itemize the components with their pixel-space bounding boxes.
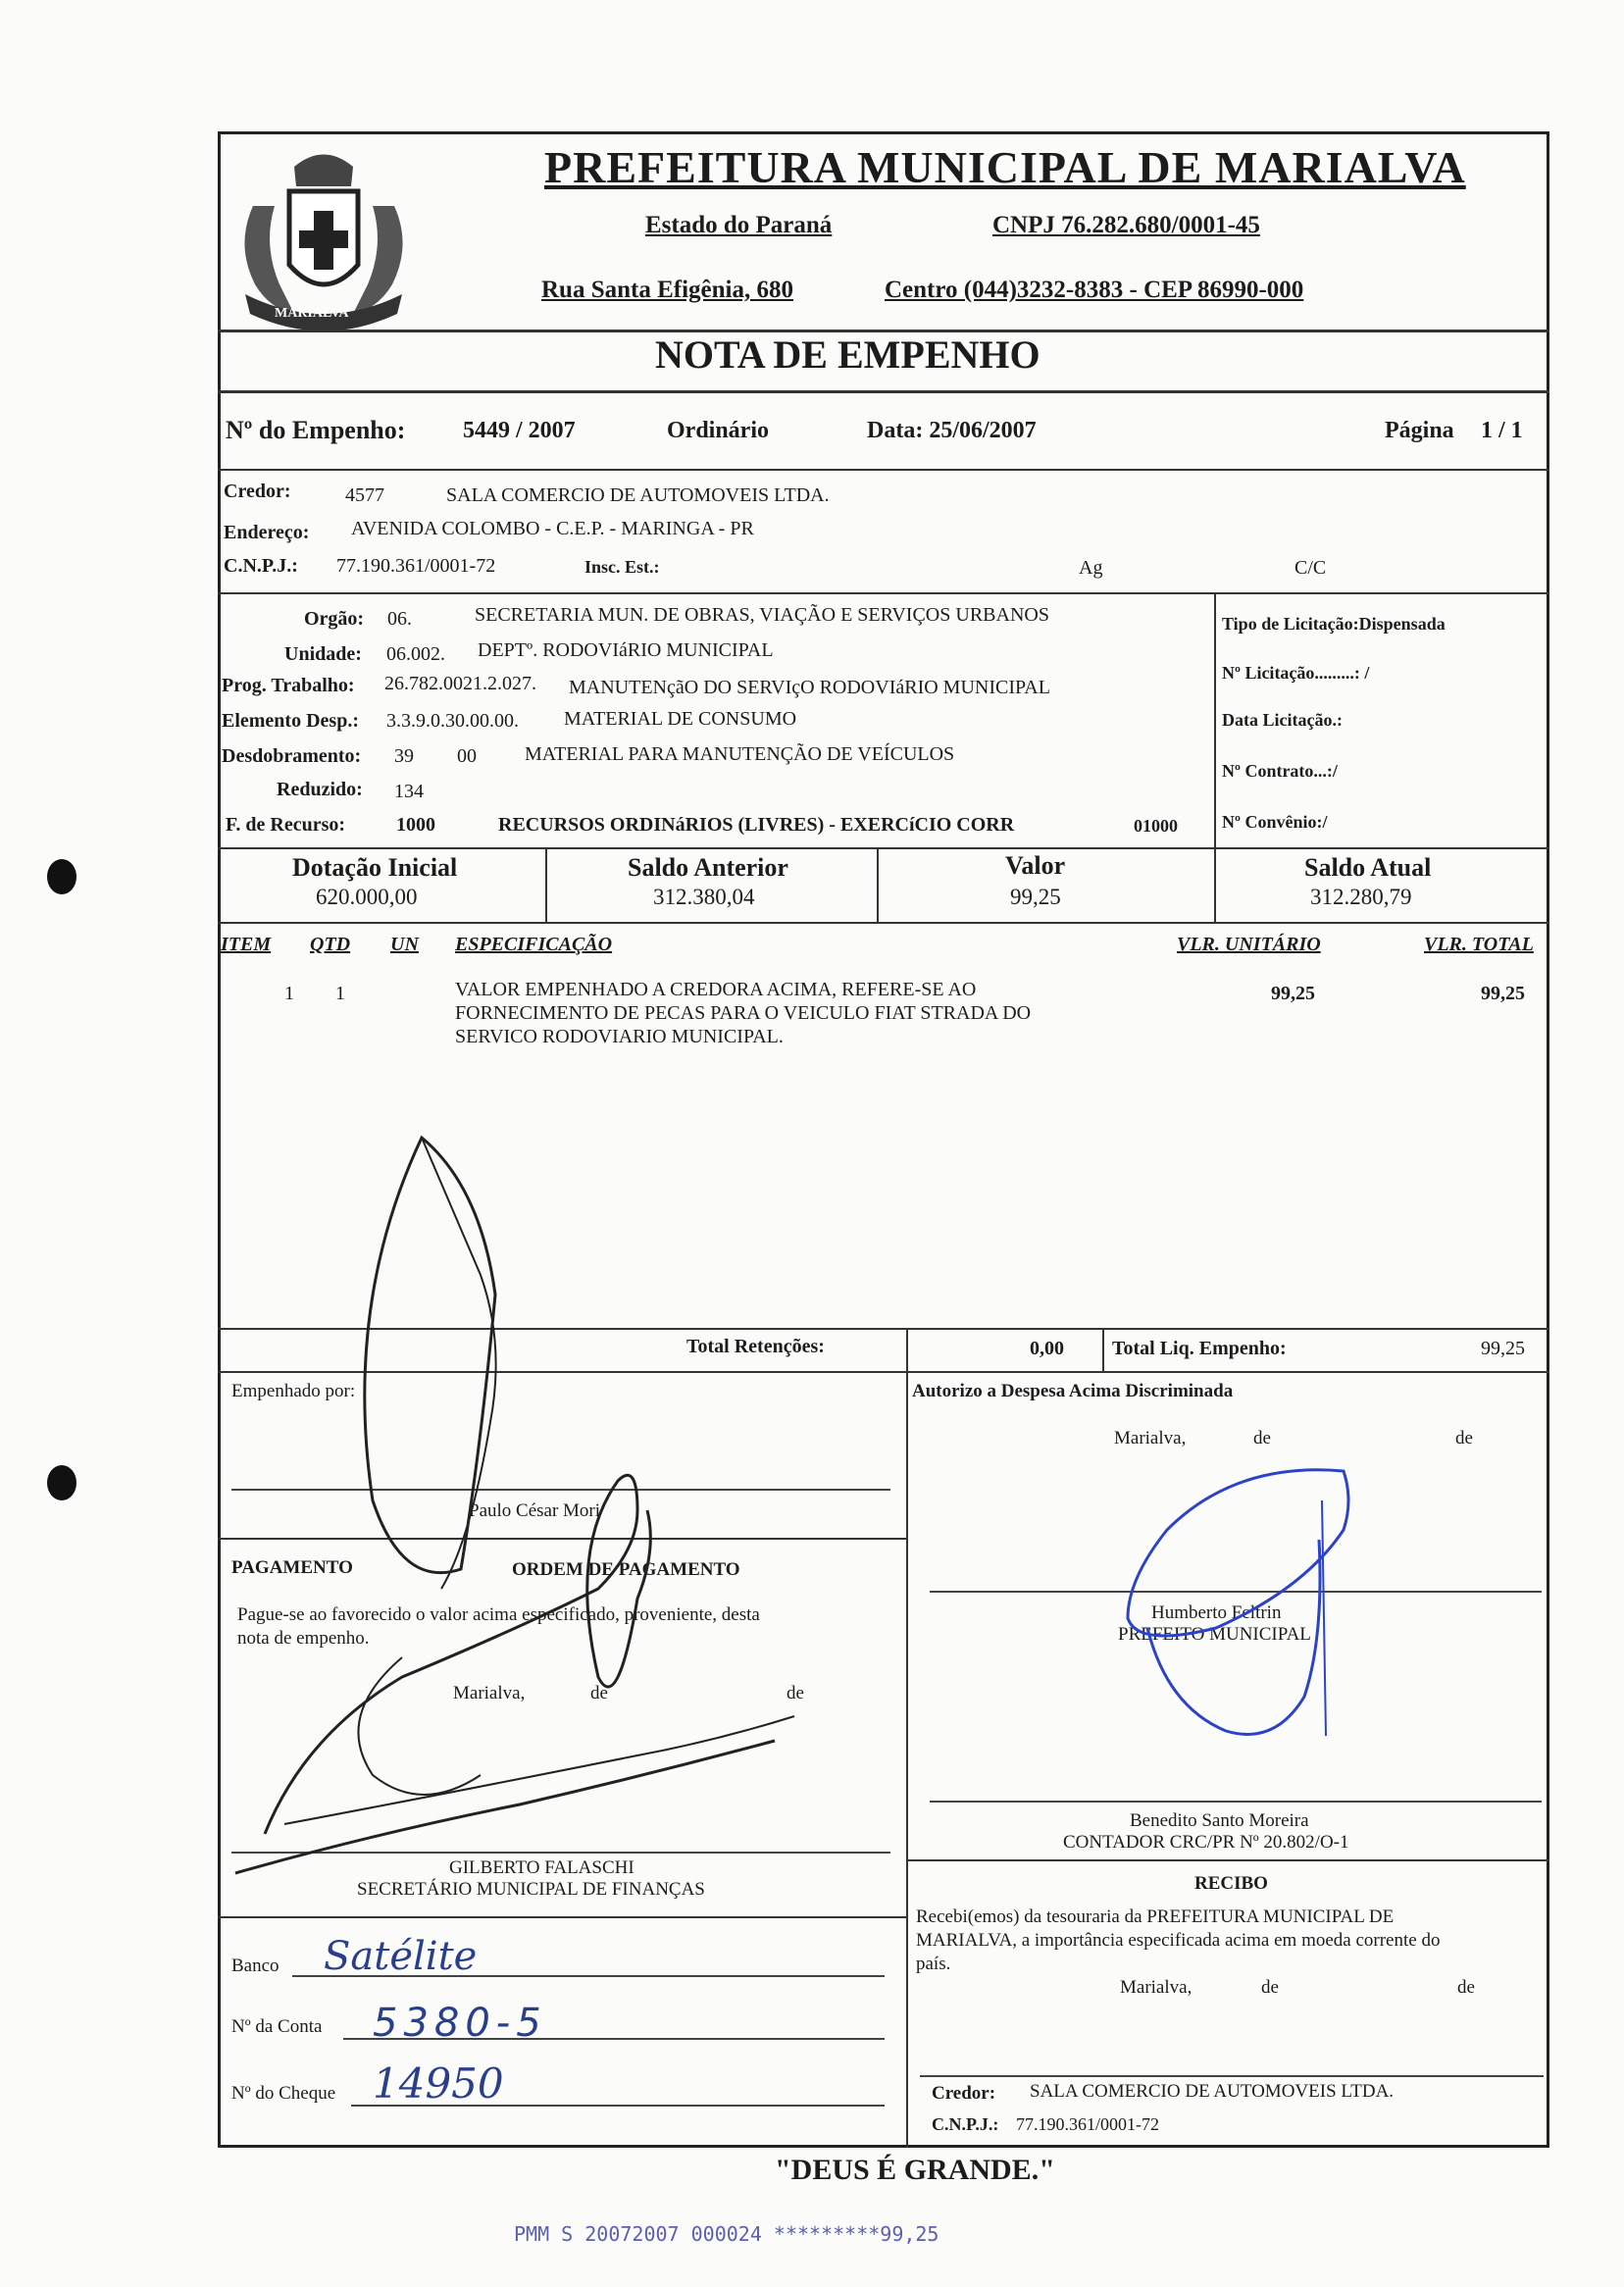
punch-hole-bottom [47, 1465, 76, 1500]
desdobramento-code-2: 00 [457, 745, 477, 767]
col-header-unitario: VLR. UNITÁRIO [1177, 934, 1321, 955]
empenho-label: Nº do Empenho: [226, 416, 406, 444]
prog-code: 26.782.0021.2.027. [384, 673, 536, 694]
desdobramento-code-1: 39 [394, 745, 414, 767]
cc-label: C/C [1294, 557, 1327, 579]
autorizo-place: Marialva, [1114, 1428, 1187, 1448]
seal-banner-text: MARIALVA [275, 306, 349, 321]
saldo-atual-value: 312.280,79 [1310, 885, 1412, 909]
total-liquido-label: Total Liq. Empenho: [1112, 1338, 1287, 1359]
valor-value: 99,25 [1010, 885, 1061, 909]
header-state: Estado do Paraná [645, 212, 833, 238]
row-description-line-1: VALOR EMPENHADO A CREDORA ACIMA, REFERE-SE AO [455, 979, 977, 1000]
total-retencoes-label: Total Retenções: [686, 1336, 825, 1357]
unidade-label: Unidade: [284, 643, 362, 665]
empenhado-por-label: Empenhado por: [231, 1381, 356, 1401]
mayor-name: Humberto Feltrin [1151, 1602, 1282, 1623]
prog-name: MANUTENçãO DO SERVIçO RODOVIáRIO MUNICIPAL [569, 677, 1050, 698]
autorizo-de-2: de [1455, 1428, 1473, 1448]
recibo-cnpj: 77.190.361/0001-72 [1016, 2114, 1159, 2134]
unidade-code: 06.002. [386, 643, 445, 665]
saldo-atual-label: Saldo Atual [1304, 853, 1432, 882]
col-header-especificacao: ESPECIFICAÇÃO [455, 934, 613, 955]
licitacao-numero: Nº Licitação.........: / [1222, 663, 1370, 683]
insc-est-label: Insc. Est.: [584, 557, 660, 577]
credor-name: SALA COMERCIO DE AUTOMOVEIS LTDA. [446, 484, 830, 506]
secretary-name: GILBERTO FALASCHI [449, 1857, 634, 1878]
pagamento-text-line-1: Pague-se ao favorecido o valor acima especificado, proveniente, desta [237, 1604, 760, 1625]
recibo-cnpj-label: C.N.P.J.: [932, 2114, 999, 2134]
accountant-name: Benedito Santo Moreira [1130, 1810, 1309, 1831]
orgao-name: SECRETARIA MUN. DE OBRAS, VIAÇÃO E SERVIÇOS URBANOS [475, 604, 1049, 626]
autorizo-de-1: de [1253, 1428, 1271, 1448]
recibo-label: RECIBO [1194, 1873, 1268, 1894]
pagamento-de-2: de [787, 1683, 804, 1703]
cheque-label: Nº do Cheque [231, 2083, 336, 2104]
col-header-qtd: QTD [310, 934, 351, 955]
convenio-numero: Nº Convênio:/ [1222, 812, 1328, 832]
unidade-name: DEPTº. RODOVIáRIO MUNICIPAL [478, 639, 774, 661]
elemento-label: Elemento Desp.: [222, 710, 359, 732]
total-retencoes-value: 0,00 [1030, 1338, 1064, 1359]
header-title: PREFEITURA MUNICIPAL DE MARIALVA [544, 142, 1466, 192]
endereco-label: Endereço: [224, 522, 310, 543]
valor-label: Valor [1005, 851, 1066, 880]
empenho-type: Ordinário [667, 418, 770, 443]
recibo-text-line-1: Recebi(emos) da tesouraria da PREFEITURA MUNICIPAL DE [916, 1906, 1395, 1927]
page-number: 1 / 1 [1481, 418, 1523, 443]
fonte-code: 1000 [396, 814, 435, 836]
banco-value: Satélite [324, 1934, 478, 1979]
reduzido-value: 134 [394, 781, 424, 802]
credor-cnpj: 77.190.361/0001-72 [336, 555, 496, 577]
row-description-line-2: FORNECIMENTO DE PECAS PARA O VEICULO FIAT STRADA DO [455, 1002, 1032, 1024]
pagamento-place: Marialva, [453, 1683, 526, 1703]
elemento-code: 3.3.9.0.30.00.00. [386, 710, 519, 732]
pagamento-label: PAGAMENTO [231, 1557, 353, 1578]
contrato-numero: Nº Contrato...:/ [1222, 761, 1338, 781]
reduzido-label: Reduzido: [277, 779, 363, 800]
row-unit-value: 99,25 [1271, 983, 1315, 1004]
conta-label: Nº da Conta [231, 2016, 323, 2037]
banco-label: Banco [231, 1956, 279, 1976]
orgao-label: Orgão: [304, 608, 365, 630]
cheque-value: 14950 [373, 2059, 504, 2108]
signature-blue [1108, 1461, 1363, 1755]
row-description-line-3: SERVICO RODOVIARIO MUNICIPAL. [455, 1026, 784, 1047]
dotacao-inicial-label: Dotação Inicial [292, 853, 458, 882]
saldo-anterior-value: 312.380,04 [653, 885, 755, 909]
recibo-credor-name: SALA COMERCIO DE AUTOMOVEIS LTDA. [1030, 2081, 1395, 2102]
pagamento-text-line-2: nota de empenho. [237, 1628, 370, 1649]
elemento-name: MATERIAL DE CONSUMO [564, 708, 797, 730]
desdobramento-name: MATERIAL PARA MANUTENÇÃO DE VEÍCULOS [525, 743, 955, 765]
licitacao-tipo: Tipo de Licitação:Dispensada [1222, 614, 1446, 634]
empenho-number: 5449 / 2007 [463, 418, 576, 443]
accountant-title: CONTADOR CRC/PR Nº 20.802/O-1 [1063, 1832, 1349, 1853]
total-liquido-value: 99,25 [1481, 1338, 1525, 1359]
municipal-seal [235, 137, 412, 333]
orgao-code: 06. [387, 608, 412, 630]
col-header-total: VLR. TOTAL [1424, 934, 1534, 955]
empenho-date: Data: 25/06/2007 [867, 418, 1037, 443]
saldo-anterior-label: Saldo Anterior [628, 853, 788, 882]
ag-label: Ag [1079, 557, 1103, 579]
fonte-number: 01000 [1134, 816, 1178, 836]
document-title: NOTA DE EMPENHO [655, 332, 1040, 377]
ordem-pagamento-label: ORDEM DE PAGAMENTO [512, 1559, 740, 1580]
fonte-name: RECURSOS ORDINáRIOS (LIVRES) - EXERCíCIO CORR [498, 814, 1015, 836]
header-address-rest: Centro (044)3232-8383 - CEP 86990-000 [885, 277, 1304, 303]
row-qtd: 1 [335, 983, 345, 1004]
recibo-text-line-2: MARIALVA, a importância especificada acima em moeda corrente do [916, 1930, 1441, 1951]
header-cnpj: CNPJ 76.282.680/0001-45 [992, 212, 1260, 238]
col-header-un: UN [390, 934, 419, 955]
row-total-value: 99,25 [1481, 983, 1525, 1004]
recibo-credor-label: Credor: [932, 2083, 996, 2104]
credor-cnpj-label: C.N.P.J.: [224, 555, 298, 577]
endereco-value: AVENIDA COLOMBO - C.E.P. - MARINGA - PR [351, 518, 754, 539]
row-item: 1 [284, 983, 294, 1004]
footer-motto: "DEUS É GRANDE." [775, 2154, 1055, 2186]
recibo-de-1: de [1261, 1977, 1279, 1998]
licitacao-data: Data Licitação.: [1222, 710, 1343, 730]
recibo-de-2: de [1457, 1977, 1475, 1998]
footer-stamp: PMM S 20072007 000024 *********99,25 [514, 2222, 939, 2246]
recibo-text-line-3: país. [916, 1954, 951, 1974]
signature-black [226, 1128, 932, 1893]
credor-code: 4577 [345, 484, 384, 506]
credor-label: Credor: [224, 481, 291, 502]
secretary-title: SECRETÁRIO MUNICIPAL DE FINANÇAS [357, 1879, 705, 1900]
fonte-label: F. de Recurso: [226, 814, 346, 836]
autorizo-label: Autorizo a Despesa Acima Discriminada [912, 1381, 1234, 1401]
page-label: Página [1385, 418, 1454, 443]
punch-hole-top [47, 859, 76, 894]
recibo-place: Marialva, [1120, 1977, 1193, 1998]
empenhado-por-name: Paulo César Mori [469, 1500, 601, 1521]
mayor-title: PREFEITO MUNICIPAL [1118, 1624, 1311, 1645]
dotacao-inicial-value: 620.000,00 [316, 885, 418, 909]
conta-value: 5380-5 [373, 2001, 547, 2046]
header-address: Rua Santa Efigênia, 680 [541, 277, 793, 303]
desdobramento-label: Desdobramento: [222, 745, 362, 767]
prog-label: Prog. Trabalho: [222, 675, 355, 696]
col-header-item: ITEM [221, 934, 272, 955]
pagamento-de-1: de [590, 1683, 608, 1703]
